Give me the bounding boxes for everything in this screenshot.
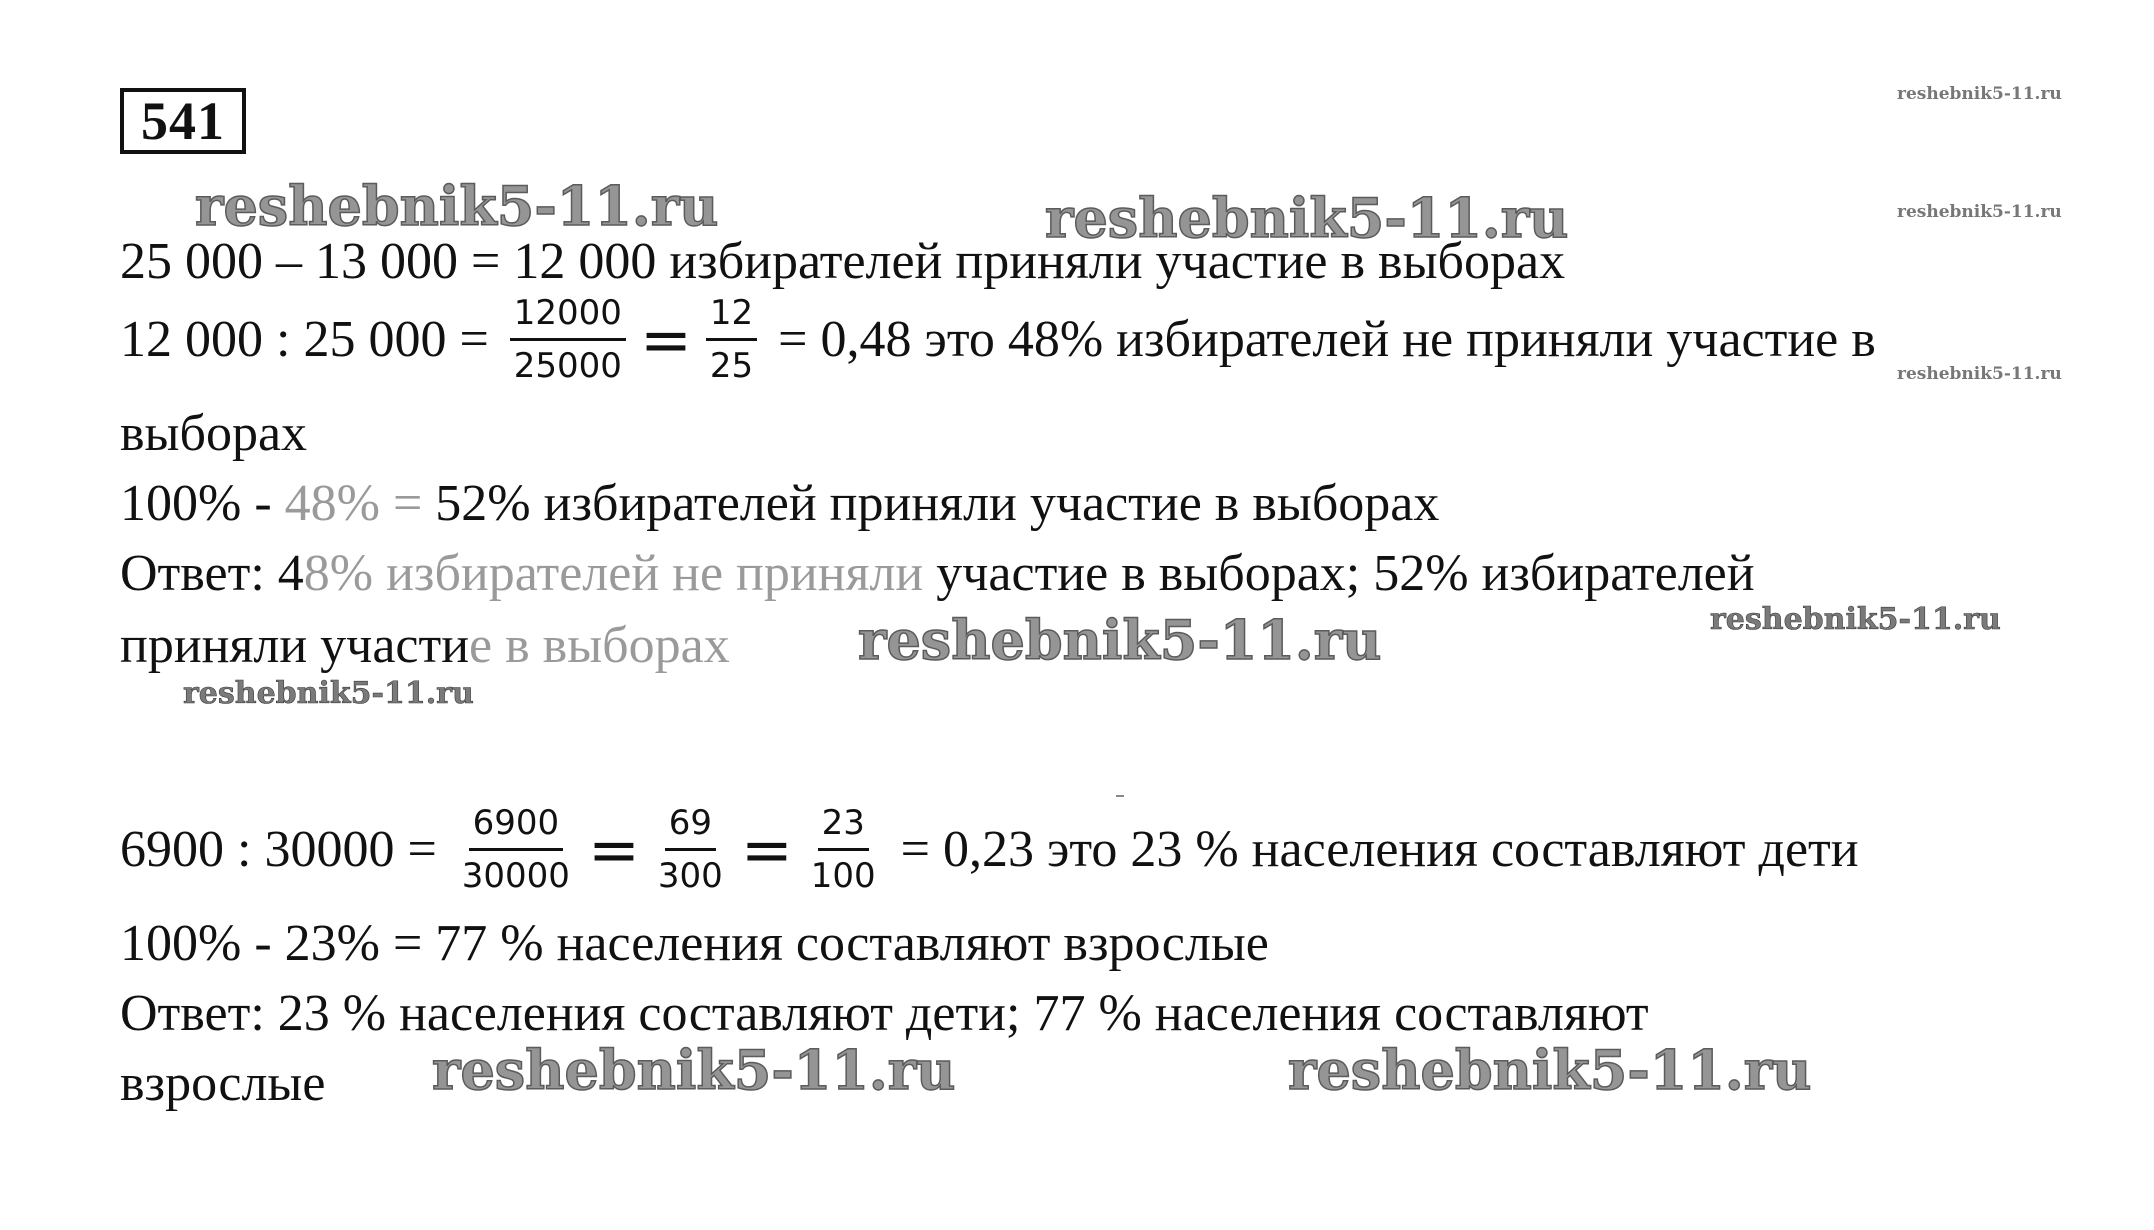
- fraction-numerator: 12: [706, 296, 757, 341]
- line-text: 8% избирателей не приняли: [303, 545, 924, 602]
- answer-line: [120, 617, 730, 674]
- solution-line: [120, 405, 308, 462]
- watermark: reshebnik5-11.ru: [1897, 84, 2062, 104]
- answer-line: [120, 545, 1755, 602]
- task-number: 541: [141, 91, 225, 151]
- fraction-denominator: 25000: [513, 346, 622, 386]
- fraction: [807, 803, 880, 896]
- line-text: е в выборах: [469, 617, 730, 674]
- line-text: = 0,48 это 48% избирателей не приняли участие в: [765, 310, 1876, 368]
- equals-sign: =: [740, 812, 793, 886]
- fraction-denominator: 25: [709, 346, 754, 386]
- fraction-numerator: 12000: [510, 296, 626, 341]
- fraction-numerator: 6900: [469, 806, 564, 851]
- task-number-box: [120, 88, 246, 154]
- line-text: 12 000 : 25 000 =: [120, 310, 502, 368]
- solution-line-fraction: [120, 293, 1876, 386]
- watermark: reshebnik5-11.ru: [1897, 364, 2062, 384]
- watermark: reshebnik5-11.ru: [1045, 186, 1569, 250]
- line-text: участие в выборах; 52% избирателей: [923, 545, 1755, 602]
- fraction: [458, 803, 574, 896]
- line-text: = 0,23 это 23 % населения составляют дети: [887, 820, 1859, 878]
- answer-line: [120, 1055, 326, 1112]
- watermark: reshebnik5-11.ru: [195, 174, 719, 238]
- solution-line: [120, 233, 1566, 290]
- equals-sign: =: [639, 302, 692, 376]
- answer-line: [120, 985, 1649, 1042]
- fraction: [654, 803, 727, 896]
- line-text: 52% избирателей приняли участие в выборах: [435, 475, 1440, 532]
- stray-mark: [1116, 795, 1124, 797]
- solution-line: [120, 915, 1269, 972]
- line-text: приняли участи: [120, 617, 470, 674]
- fraction: [706, 293, 757, 386]
- fraction-numerator: 23: [818, 806, 869, 851]
- watermark: reshebnik5-11.ru: [183, 676, 474, 711]
- watermark: reshebnik5-11.ru: [858, 608, 1382, 672]
- solution-line-fraction: [120, 803, 1859, 896]
- watermark: reshebnik5-11.ru: [1897, 202, 2062, 222]
- fraction-denominator: 30000: [461, 856, 570, 896]
- equals-sign: =: [587, 812, 640, 886]
- line-text: взрослые: [120, 1055, 326, 1112]
- watermark: reshebnik5-11.ru: [1288, 1038, 1812, 1102]
- line-text: выборах: [120, 405, 308, 462]
- fraction-numerator: 69: [665, 806, 716, 851]
- fraction: [510, 293, 626, 386]
- line-text: 25 000 – 13 000 = 12 000 избирателей приняли участие в выборах: [120, 233, 1566, 290]
- solution-line: [120, 475, 1440, 532]
- line-text: 6900 : 30000 =: [120, 820, 450, 878]
- line-text: Ответ: 23 % населения составляют дети; 77 % населения составляют: [120, 985, 1649, 1042]
- line-text: 100% -: [120, 475, 285, 532]
- watermark: reshebnik5-11.ru: [432, 1038, 956, 1102]
- line-text: Ответ: 4: [120, 545, 304, 602]
- line-text: 48% =: [284, 475, 436, 532]
- fraction-denominator: 100: [810, 856, 876, 896]
- fraction-denominator: 300: [657, 856, 723, 896]
- line-text: 100% - 23% = 77 % населения составляют взрослые: [120, 915, 1269, 972]
- watermark: reshebnik5-11.ru: [1710, 602, 2001, 637]
